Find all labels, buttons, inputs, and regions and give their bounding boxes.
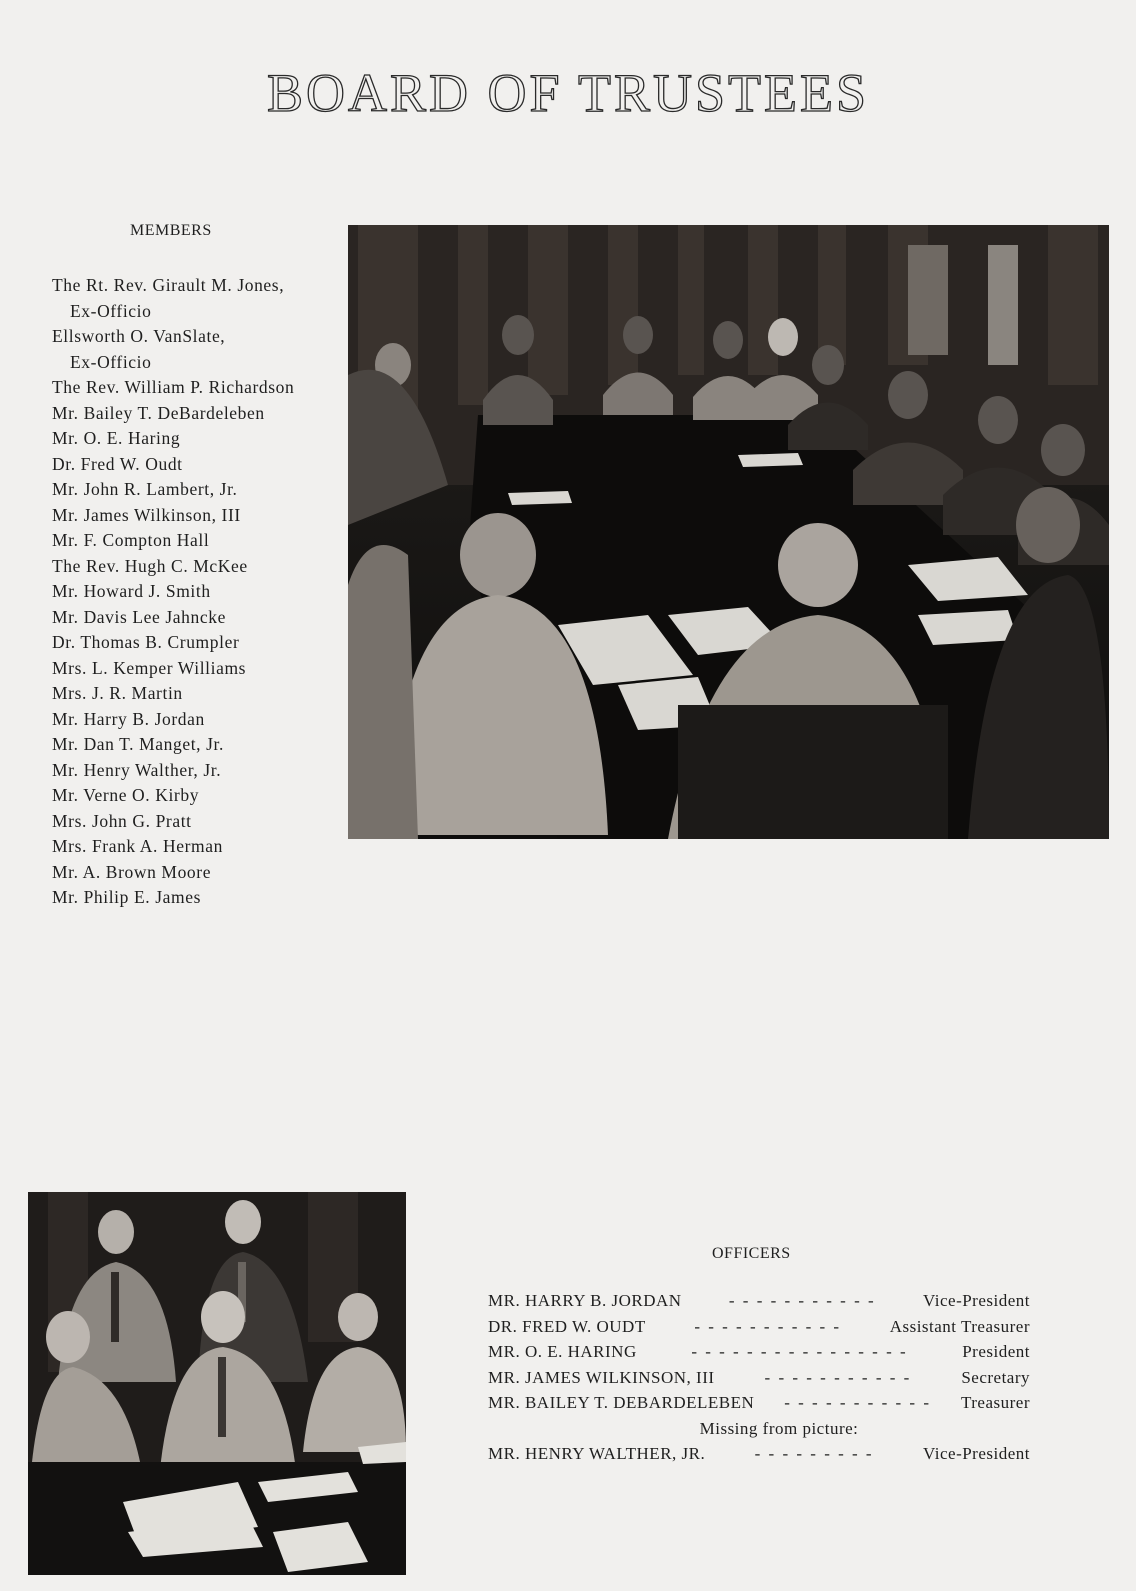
dash-leader: - - - - - - - - - - - [728, 1291, 876, 1310]
member-line: Ex-Officio [70, 300, 152, 321]
officer-row [488, 1444, 1030, 1470]
member-line: Ellsworth O. VanSlate, [52, 326, 226, 346]
board-meeting-illustration [348, 225, 1109, 839]
member-line: The Rev. William P. Richardson [52, 377, 295, 397]
members-heading: MEMBERS [130, 222, 212, 239]
officers-list [488, 1291, 1030, 1470]
officer-name: MR. O. E. HARING [488, 1342, 637, 1361]
officers-heading: OFFICERS [712, 1245, 791, 1262]
dash-leader: - - - - - - - - - - - [784, 1393, 931, 1412]
member-line: Mr. Dan T. Manget, Jr. [52, 734, 224, 754]
dash-leader: - - - - - - - - - [754, 1444, 874, 1463]
member-line: Mr. John R. Lambert, Jr. [52, 479, 238, 499]
member-line: Mr. Bailey T. DeBardeleben [52, 402, 265, 423]
member-line: Mr. Harry B. Jordan [52, 708, 205, 729]
member-line: Mrs. J. R. Martin [52, 683, 183, 703]
officer-name: DR. FRED W. OUDT [488, 1316, 646, 1336]
member-line: Mr. Howard J. Smith [52, 581, 211, 601]
member-line: Mrs. Frank A. Herman [52, 836, 223, 856]
dash-leader: - - - - - - - - - - - [764, 1367, 912, 1387]
board-meeting-photo [348, 225, 1109, 839]
officer-name: MR. JAMES WILKINSON, III [488, 1367, 715, 1387]
officer-row [488, 1368, 1030, 1394]
officer-role: Vice-President [923, 1291, 1030, 1310]
dash-leader: - - - - - - - - - - - [694, 1316, 842, 1336]
officer-row [488, 1317, 1030, 1343]
member-line: Mrs. L. Kemper Williams [52, 657, 247, 678]
officer-role: Vice-President [923, 1444, 1030, 1463]
members-list [52, 273, 294, 911]
member-line: Mr. Davis Lee Jahncke [52, 606, 226, 627]
officer-row [488, 1342, 1030, 1368]
member-line: Mr. James Wilkinson, III [52, 504, 241, 525]
member-line: Mr. F. Compton Hall [52, 530, 210, 550]
member-line: Dr. Fred W. Oudt [52, 453, 183, 474]
officers-photo [28, 1192, 406, 1575]
officer-row [488, 1291, 1030, 1317]
officer-role: Secretary [961, 1367, 1030, 1387]
member-line: Mr. Henry Walther, Jr. [52, 759, 222, 780]
member-line: Mr. Philip E. James [52, 887, 201, 907]
officer-row [488, 1393, 1030, 1419]
officers-illustration [28, 1192, 406, 1575]
member-line: Mr. Verne O. Kirby [52, 785, 200, 805]
officer-role: Treasurer [960, 1393, 1030, 1412]
officer-name: MR. BAILEY T. DEBARDELEBEN [488, 1393, 755, 1412]
member-line: The Rev. Hugh C. McKee [52, 555, 248, 576]
dash-leader: - - - - - - - - - - - - - - - - [691, 1342, 908, 1361]
officer-name: MR. HARRY B. JORDAN [488, 1291, 682, 1310]
member-line: Mr. A. Brown Moore [52, 861, 212, 882]
member-line: The Rt. Rev. Girault M. Jones, [52, 275, 285, 295]
member-line: Dr. Thomas B. Crumpler [52, 632, 240, 652]
member-line: Mr. O. E. Haring [52, 428, 181, 448]
officer-name: MR. HENRY WALTHER, JR. [488, 1444, 706, 1463]
officer-role: President [962, 1342, 1030, 1361]
missing-from-picture-label: Missing from picture: [699, 1418, 859, 1438]
page-title: BOARD OF TRUSTEES [266, 63, 870, 123]
member-line: Mrs. John G. Pratt [52, 810, 192, 831]
member-line: Ex-Officio [70, 351, 152, 372]
officer-role: Assistant Treasurer [889, 1316, 1030, 1336]
